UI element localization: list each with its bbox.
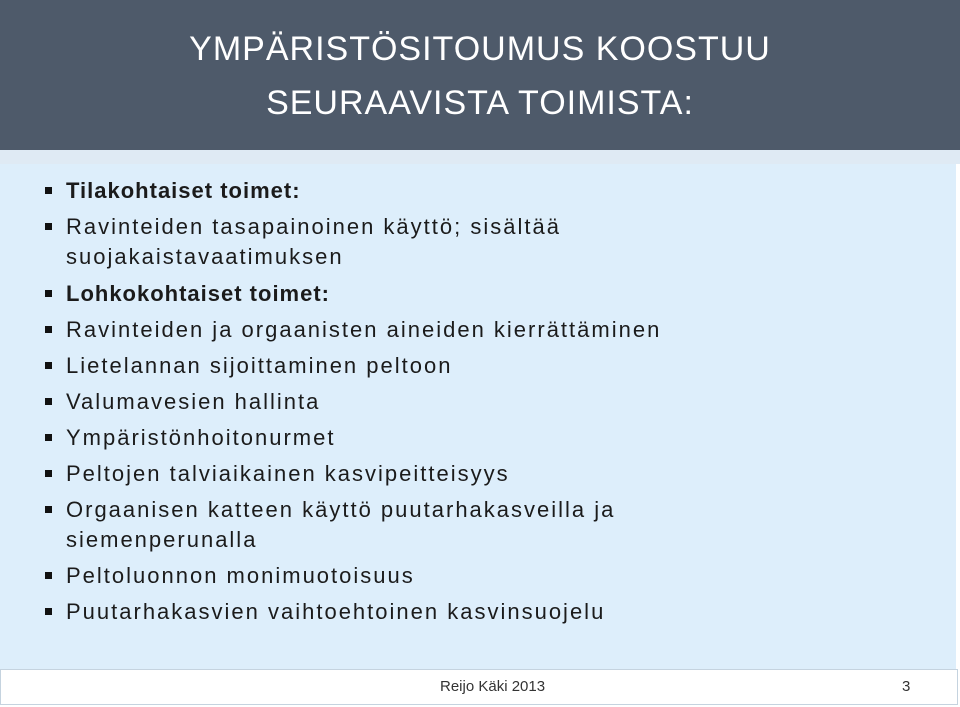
list-item	[66, 597, 916, 627]
footer-author: Reijo Käki 2013	[440, 678, 546, 695]
list-item	[66, 212, 916, 242]
square-bullet-icon	[45, 506, 52, 513]
title-divider-band	[0, 150, 960, 164]
list-item	[66, 387, 916, 417]
list-item-continuation	[66, 242, 916, 272]
square-bullet-icon	[45, 434, 52, 441]
title-banner	[0, 0, 960, 150]
slide-title-line-2: SEURAAVISTA TOIMISTA:	[266, 84, 694, 122]
page-number: 3	[902, 678, 911, 695]
list-item-text: Puutarhakasvien vaihtoehtoinen kasvinsuojelu	[66, 599, 606, 624]
list-item	[66, 459, 916, 489]
square-bullet-icon	[45, 572, 52, 579]
square-bullet-icon	[45, 470, 52, 477]
square-bullet-icon	[45, 187, 52, 194]
list-item	[66, 279, 916, 309]
list-item-text: Ravinteiden ja orgaanisten aineiden kierrättäminen	[66, 317, 662, 342]
list-item-text: Peltojen talviaikainen kasvipeitteisyys	[66, 461, 510, 486]
square-bullet-icon	[45, 362, 52, 369]
list-item-text: Lietelannan sijoittaminen peltoon	[66, 353, 453, 378]
list-item	[66, 176, 916, 206]
square-bullet-icon	[45, 223, 52, 230]
list-item	[66, 561, 916, 591]
list-item-text: suojakaistavaatimuksen	[66, 244, 344, 269]
list-item	[66, 351, 916, 381]
list-item-text: Valumavesien hallinta	[66, 389, 321, 414]
square-bullet-icon	[45, 398, 52, 405]
square-bullet-icon	[45, 326, 52, 333]
list-item-text: siemenperunalla	[66, 527, 258, 552]
list-item-text: Orgaanisen katteen käyttö puutarhakasveilla ja	[66, 497, 616, 522]
list-item-text: Lohkokohtaiset toimet:	[66, 281, 331, 306]
list-item-text: Peltoluonnon monimuotoisuus	[66, 563, 415, 588]
list-item-text: Ympäristönhoitonurmet	[66, 425, 336, 450]
square-bullet-icon	[45, 608, 52, 615]
list-item-text: Ravinteiden tasapainoinen käyttö; sisältää	[66, 214, 561, 239]
slide-title-line-1: YMPÄRISTÖSITOUMUS KOOSTUU	[189, 30, 771, 68]
list-item	[66, 423, 916, 453]
list-item	[66, 315, 916, 345]
list-item-text: Tilakohtaiset toimet:	[66, 178, 301, 203]
list-item	[66, 495, 916, 525]
square-bullet-icon	[45, 290, 52, 297]
list-item-continuation	[66, 525, 916, 555]
